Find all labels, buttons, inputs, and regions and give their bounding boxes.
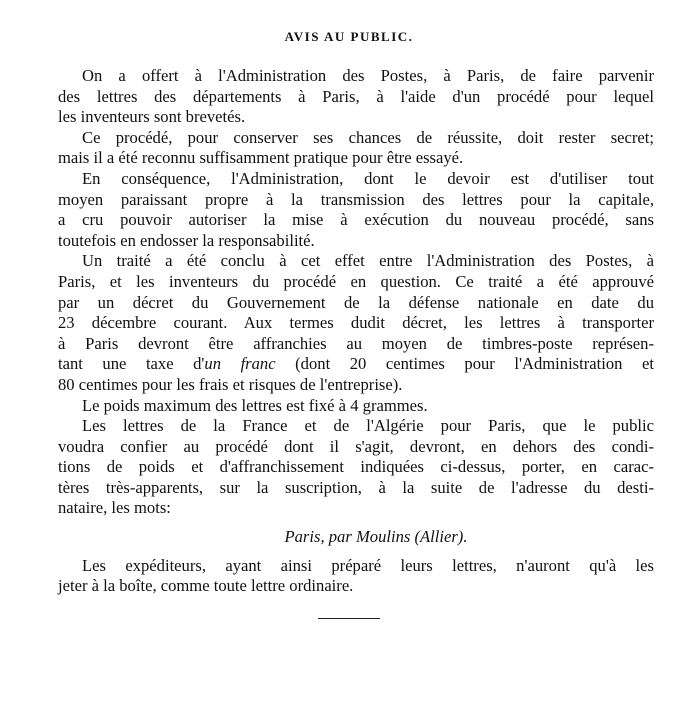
text-line: moyen paraissant propre à la transmission des lettres pour la capitale, [58,189,654,209]
text-line: Paris, et les inventeurs du procédé en question. Ce traité a été approuvé [58,271,654,291]
document-title: AVIS AU PUBLIC. [284,29,414,44]
paragraph [58,396,654,417]
text-line: 23 décembre courant. Aux termes dudit décret, les lettres à transporter [58,313,654,333]
address-line: Paris, par Moulins (Allier). [284,527,468,547]
text-line: 80 centimes pour les frais et risques de l'entreprise). [58,374,403,394]
text-line: jeter à la boîte, comme toute lettre ordinaire. [58,576,354,596]
text-line: toutefois en endosser la responsabilité. [58,230,315,250]
text-line: par un décret du Gouvernement de la défense nationale en date du [58,292,654,312]
italic-term: un franc [204,354,276,374]
paragraph [58,66,654,128]
text-line: voudra confier au procédé dont il s'agit, devront, en dehors des condi- [58,436,654,456]
paragraph [58,169,654,251]
text-line [58,354,654,375]
text-line: tions de poids et d'affranchissement indiquées ci-dessus, porter, en carac- [58,457,654,477]
document-body [58,66,654,597]
text-line: Les lettres de la France et de l'Algérie pour Paris, que le public [82,416,654,436]
text-segment: (dont 20 centimes pour l'Administration et [275,354,654,374]
paragraph [58,556,654,597]
paragraph [58,416,654,519]
text-line: Un traité a été conclu à cet effet entre l'Administration des Postes, à [82,251,654,271]
closing-divider [318,618,380,619]
text-line: à Paris devront être affranchies au moyen de timbres-poste représen- [58,333,654,353]
text-line: En conséquence, l'Administration, dont le devoir est d'utiliser tout [82,168,654,188]
text-line: a cru pouvoir autoriser la mise à exécution du nouveau procédé, sans [58,210,654,230]
text-line: Les expéditeurs, ayant ainsi préparé leurs lettres, n'auront qu'à les [82,555,654,575]
text-line: On a offert à l'Administration des Postes, à Paris, de faire parvenir [82,66,654,85]
text-line: tères très-apparents, sur la suscription, à la suite de l'adresse du desti- [58,477,654,497]
text-line: mais il a été reconnu suffisamment pratique pour être essayé. [58,148,464,168]
text-line: nataire, les mots: [58,498,171,518]
text-line: les inventeurs sont brevetés. [58,107,246,127]
text-line: des lettres des départements à Paris, à l'aide d'un procédé pour lequel [58,86,654,106]
paragraph [58,128,654,169]
paragraph [58,251,654,395]
text-line: Ce procédé, pour conserver ses chances de réussite, doit rester secret; [82,127,654,147]
text-segment: tant une taxe d' [58,354,205,374]
text-line: Le poids maximum des lettres est fixé à 4 grammes. [82,395,428,415]
